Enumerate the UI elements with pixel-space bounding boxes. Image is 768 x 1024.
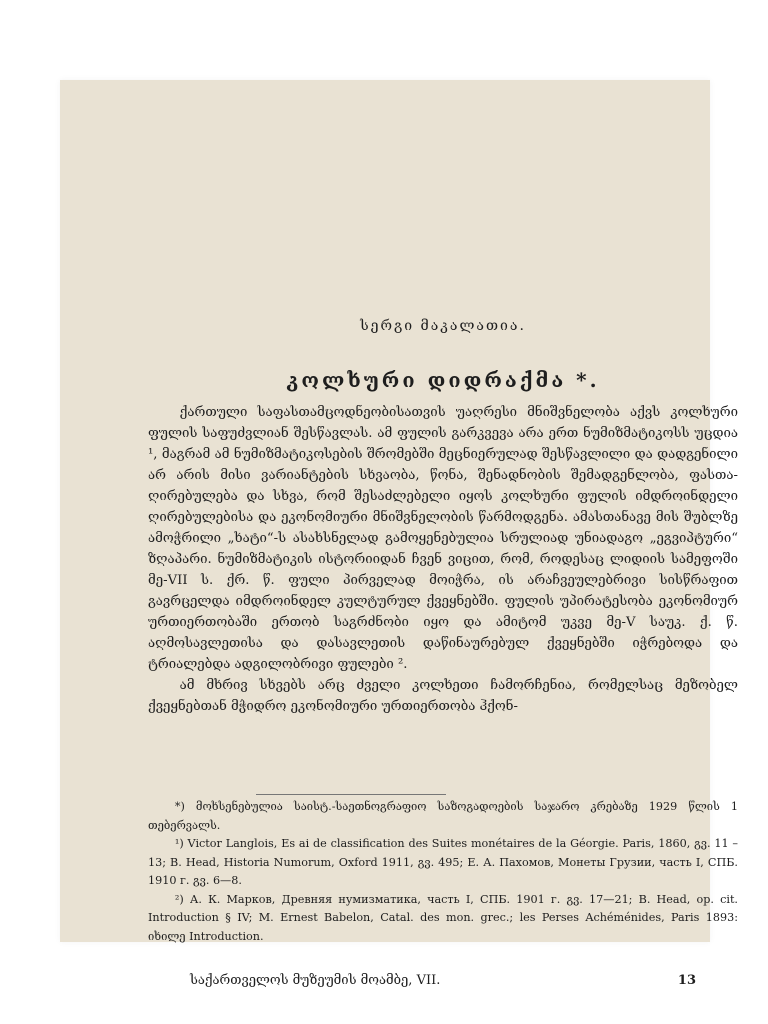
footnote: *) მოხსენებულია საისტ.-საეთნოგრაფიო საზოგადოების საჯარო კრებაზე 1929 წლის 1 თებერვალს. (148, 800, 738, 832)
footnote: ¹) Victor Langlois, Es ai de classification des Suites monétaires de la Géorgie. Paris, 1860, გვ. 11 –13; B. Head, Historia Numorum, Oxford 1911, გვ. 495; Е. А. Пахомов, Монеты Грузии, часть I, СПБ. 1910 г. გვ. 6—8. (148, 837, 738, 887)
article-title: კოლხური დიდრაქმა *. (286, 368, 600, 392)
article-author: სერგი მაკალათია. (360, 318, 526, 334)
body-paragraph: ქართული საფასთამცოდნეობისათვის უაღრესი მნიშვნელობა აქვს კოლხური ფულის საფუძვლიან შესწავლას. ამ ფულის გარკვევა არა ერთ ნუმიზმატიკოსს უცდია ¹, მაგრამ ამ ნუმიზმატიკოსების შრომებში მეცნიერულად შესწავლილი და დადგენილი არ არის მისი ვარიანტების სხვაობა, წონა, შენადნობის შემადგენლობა, ფასთა-ღირებულება და სხვა, რომ შესაძლებელი იყოს კოლხური ფულის იმდროინდელი ღირებულებისა და ეკონომიური მნიშვნელობის წარმოდგენა. ამასთანავე მის შუბლზე ამოჭრილი „ხატი“-ს ასახსნელად გამოყენებულია სრულიად უნიადაგო „ეგვიპტური“ ზღაპარი. ნუმიზმატიკის ისტორიიდან ჩვენ ვიცით, რომ, როდესაც ლიდიის სამეფოში მე-VII ს. ქრ. წ. ფული პირველად მოიჭრა, ის არაჩვეულებრივი სისწრაფით გავრცელდა იმდროინდელ კულტურულ ქვეყნებში. ფულის უპირატესობა ეკონომიურ ურთიერთობაში ერთობ საგრძნობი იყო და ამიტომ უკვე მე-V საუკ. ქ. წ. აღმოსავლეთისა და დასავლეთის დაწინაურებულ ქვეყნებში იჭრებოდა და ტრიალებდა ადგილობრივი ფულები ². (148, 405, 738, 672)
running-title: საქართველოს მუზეუმის მოამბე, VII. (190, 973, 441, 988)
body-paragraph: ამ მხრივ სხვებს არც ძველი კოლხეთი ჩამორჩენია, რომელსაც მეზობელ ქვეყნებთან მჭიდრო ეკონომიური ურთიერთობა ჰქონ- (148, 678, 738, 714)
book-page (60, 80, 738, 988)
page-number: 13 (677, 973, 696, 988)
article-body (148, 402, 738, 717)
footnote-divider (256, 794, 446, 795)
page-footer (148, 973, 738, 995)
footnotes (148, 798, 738, 946)
footnote: ²) А. К. Марков, Древняя нумизматика, часть I, СПБ. 1901 г. გვ. 17—21; B. Head, op. cit. Introduction § IV; M. Ernest Babelon, Catal. des mon. grec.; les Perses Achéménides, Paris 1893: იხილე Introduction. (148, 892, 738, 943)
